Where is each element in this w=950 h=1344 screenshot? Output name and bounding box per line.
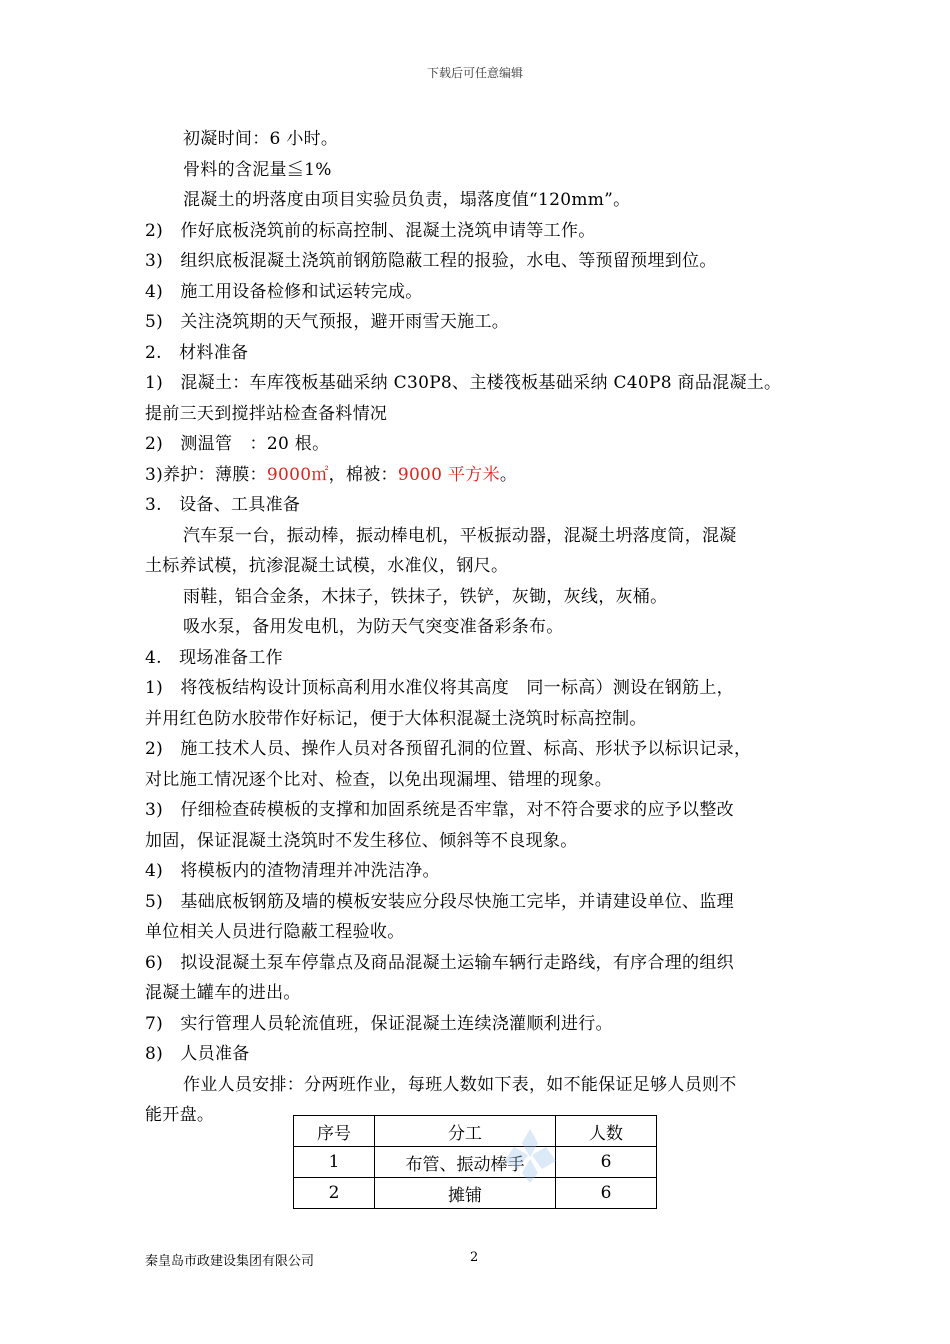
table-header-cell: 序号 (294, 1116, 375, 1147)
curing-line (145, 460, 825, 491)
paragraph-line: 并用红色防水胶带作好标记，便于大体积混凝土浇筑时标高控制。 (145, 708, 647, 729)
table-cell: 摊铺 (375, 1178, 556, 1209)
watermark-logo (500, 1125, 560, 1185)
table-header-cell: 人数 (556, 1116, 657, 1147)
paragraph-line: 6) 拟设混凝土泵车停靠点及商品混凝土运输车辆行走路线，有序合理的组织 (145, 952, 734, 973)
section-heading: 3. 设备、工具准备 (145, 495, 301, 515)
paragraph-line: 7) 实行管理人员轮流值班，保证混凝土连续浇灌顺利进行。 (145, 1013, 613, 1034)
paragraph-line: 加固，保证混凝土浇筑时不发生移位、倾斜等不良现象。 (145, 830, 578, 851)
staffing-table (293, 1115, 657, 1209)
paragraph-line: 作业人员安排：分两班作业，每班人数如下表，如不能保证足够人员则不 (183, 1074, 737, 1095)
paragraph-line: 1) 混凝土：车库筏板基础采纳 C30P8、主楼筏板基础采纳 C40P8 商品混凝土。 (145, 373, 782, 393)
paragraph-line: 吸水泵，备用发电机，为防天气突变准备彩条布。 (183, 617, 564, 637)
document-body (145, 124, 825, 1131)
curing-label: 3)养护：薄膜： (145, 464, 267, 485)
sentence-end: 。 (499, 464, 518, 485)
paragraph-line: 初凝时间：6 小时。 (183, 129, 339, 149)
table-cell: 1 (294, 1147, 375, 1178)
paragraph-line: 8) 人员准备 (145, 1044, 250, 1064)
paragraph-line: 2) 测温管 ：20 根。 (145, 434, 330, 454)
paragraph-line: 4) 施工用设备检修和试运转完成。 (145, 281, 423, 302)
paragraph-line: 2) 作好底板浇筑前的标高控制、混凝土浇筑申请等工作。 (145, 220, 596, 241)
page-header: 下载后可任意编辑 (426, 66, 523, 80)
table-cell: 6 (556, 1178, 657, 1209)
paragraph-line: 对比施工情况逐个比对、检查，以免出现漏埋、错埋的现象。 (145, 769, 613, 790)
paragraph-line: 汽车泵一台，振动棒，振动棒电机，平板振动器，混凝土坍落度筒，混凝 (183, 525, 737, 546)
quilt-area-value: 9000 平方米 (397, 464, 500, 485)
table-cell: 布管、振动棒手 (375, 1147, 556, 1178)
paragraph-line: 土标养试模，抗渗混凝土试模，水准仪，钢尺。 (145, 556, 509, 576)
paragraph-line: 5) 基础底板钢筋及墙的模板安装应分段尽快施工完毕，并请建设单位、监理 (145, 891, 734, 912)
film-area-value: 9000㎡ (266, 464, 329, 485)
paragraph-line: 5) 关注浇筑期的天气预报，避开雨雪天施工。 (145, 312, 510, 332)
table-header-row (294, 1116, 657, 1147)
paragraph-line: 4) 将模板内的渣物清理并冲洗洁净。 (145, 861, 440, 881)
paragraph-line: 能开盘。 (145, 1105, 215, 1125)
paragraph-line: 单位相关人员进行隐蔽工程验收。 (145, 922, 405, 942)
paragraph-line: 1) 将筏板结构设计顶标高利用水准仪将其高度 同一标高）测设在钢筋上， (145, 678, 734, 698)
paragraph-line: 雨鞋，铝合金条，木抹子，铁抹子，铁铲，灰锄，灰线，灰桶。 (183, 586, 668, 607)
paragraph-line: 提前三天到搅拌站检查备料情况 (145, 403, 388, 424)
paragraph-line: 骨料的含泥量≦1% (183, 159, 332, 180)
table-row (294, 1147, 657, 1178)
paragraph-line: 混凝土罐车的进出。 (145, 983, 301, 1003)
table-cell: 6 (556, 1147, 657, 1178)
paragraph-line: 3) 组织底板混凝土浇筑前钢筋隐蔽工程的报验，水电、等预留预埋到位。 (145, 251, 717, 271)
table-header-cell: 分工 (375, 1116, 556, 1147)
page-number: 2 (470, 1250, 479, 1265)
section-heading: 4. 现场准备工作 (145, 647, 283, 668)
paragraph-line: 3) 仔细检查砖模板的支撑和加固系统是否牢靠，对不符合要求的应予以整改 (145, 800, 734, 820)
table-cell: 2 (294, 1178, 375, 1209)
section-heading: 2. 材料准备 (145, 342, 249, 363)
footer-company: 秦皇岛市政建设集团有限公司 (145, 1254, 315, 1269)
quilt-label: ，棉被： (328, 464, 398, 485)
paragraph-line: 混凝土的坍落度由项目实验员负责，塌落度值“120mm”。 (183, 190, 631, 210)
paragraph-line: 2) 施工技术人员、操作人员对各预留孔洞的位置、标高、形状予以标识记录， (145, 739, 752, 759)
table-row (294, 1178, 657, 1209)
